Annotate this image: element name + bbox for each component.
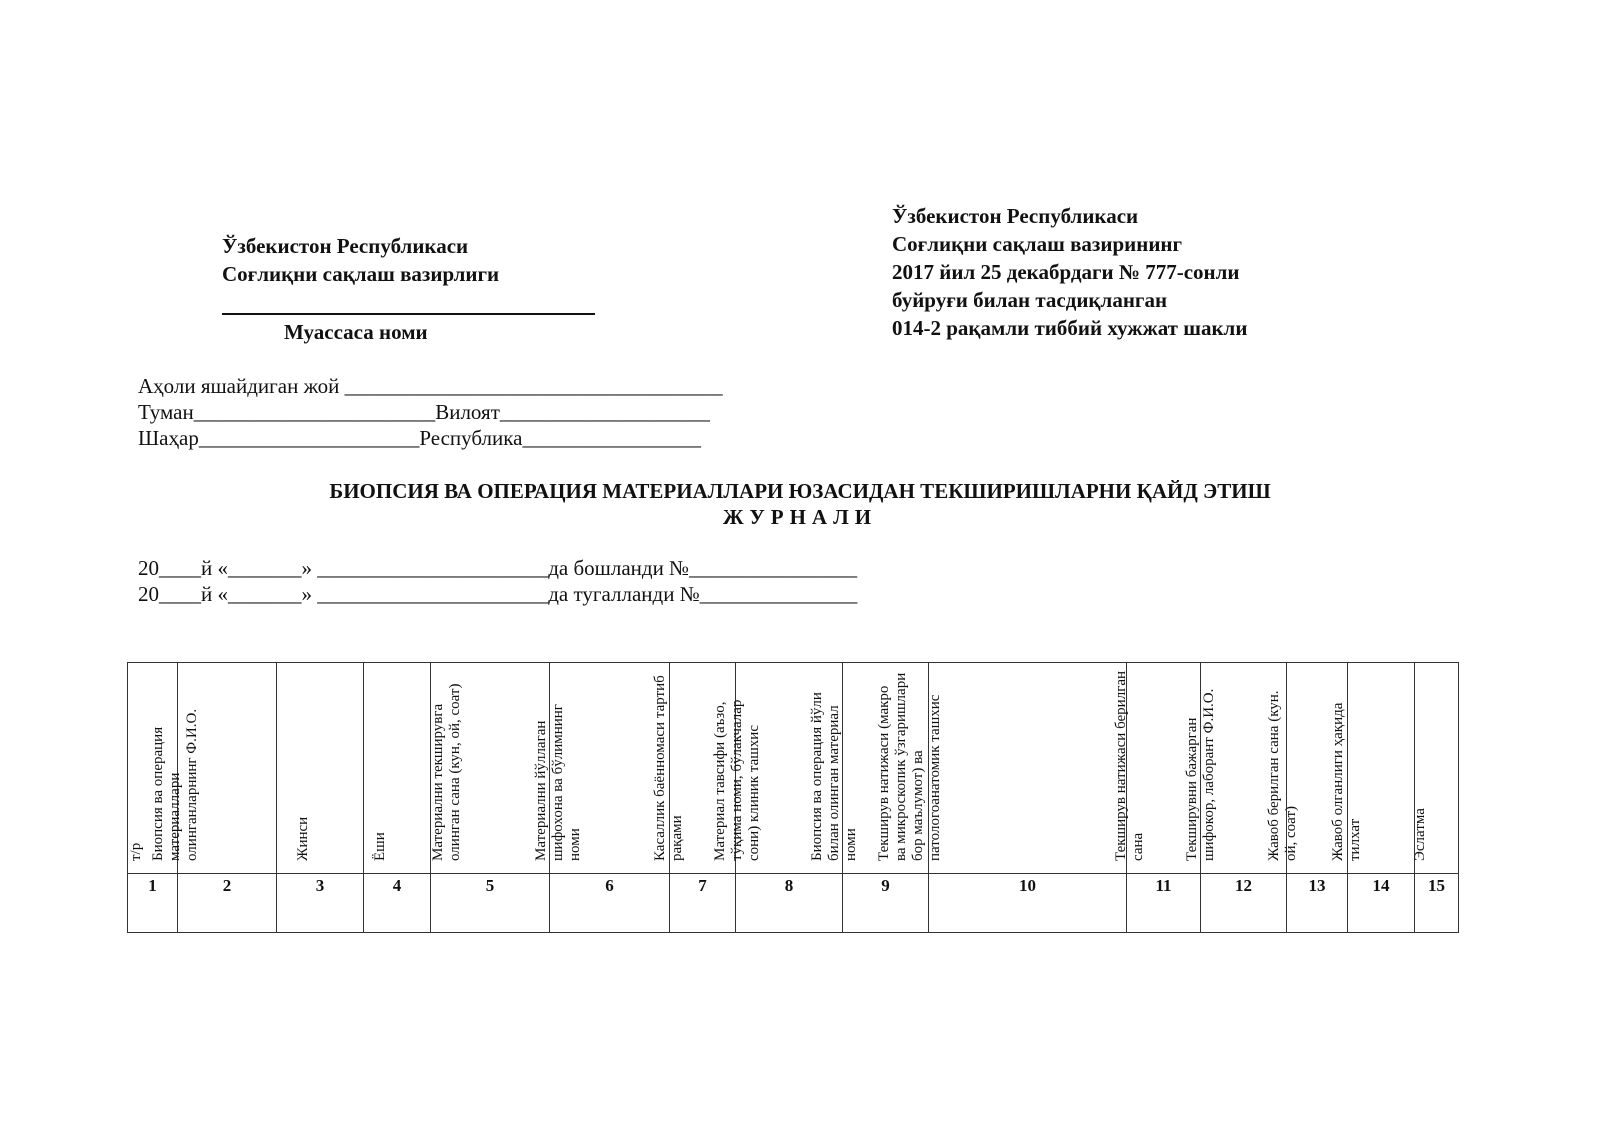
column-header-label: Эслатма bbox=[1411, 808, 1428, 861]
column-number[interactable]: 15 bbox=[1415, 874, 1459, 933]
institution-name-field[interactable] bbox=[222, 313, 595, 315]
approval-line-3: 2017 йил 25 декабрдаги № 777-сонли bbox=[892, 260, 1240, 284]
journal-table bbox=[127, 662, 1459, 933]
column-header-label: Биопсия ва операция материаллари олинганларнинг Ф.И.О. bbox=[150, 708, 200, 861]
column-header-label: Текширув натижаси (макро ва микроскопик ўзгаришлари бор маълумот) ва патологоанатомик ташхис bbox=[875, 672, 943, 861]
journal-title-line-1: БИОПСИЯ ВА ОПЕРАЦИЯ МАТЕРИАЛЛАРИ ЮЗАСИДАН ТЕКШИРИШЛАРНИ ҚАЙД ЭТИШ bbox=[329, 479, 1271, 503]
approval-line-2: Соғлиқни сақлаш вазирининг bbox=[892, 232, 1183, 256]
column-number[interactable]: 11 bbox=[1127, 874, 1201, 933]
header-cell bbox=[364, 663, 431, 874]
column-number[interactable]: 1 bbox=[128, 874, 178, 933]
institution-label: Муассаса номи bbox=[284, 320, 428, 344]
start-date-field[interactable]: 20____й «_______» ______________________да бошланди №________________ bbox=[138, 556, 858, 580]
column-header-label: Текширувни бажарган шифокор, лаборант Ф.И.О. bbox=[1183, 688, 1217, 861]
header-cell bbox=[150, 663, 277, 874]
table-number-row bbox=[128, 874, 1459, 933]
column-header-label: т/р bbox=[127, 842, 144, 861]
column-number[interactable]: 8 bbox=[736, 874, 843, 933]
column-number[interactable]: 4 bbox=[364, 874, 431, 933]
column-header-label: Материални йўллаган шифохона ва бўлимнинг номи bbox=[532, 704, 583, 861]
approval-line-1: Ўзбекистон Республикаси bbox=[892, 204, 1139, 228]
column-number[interactable]: 9 bbox=[843, 874, 929, 933]
table-header-row bbox=[128, 663, 1459, 874]
column-number[interactable]: 6 bbox=[550, 874, 670, 933]
end-date-field[interactable]: 20____й «_______» ______________________да тугалланди №_______________ bbox=[138, 582, 858, 606]
approval-line-4: буйруғи билан тасдиқланган bbox=[892, 288, 1168, 312]
column-header-label: Ёши bbox=[372, 832, 388, 861]
header-cell bbox=[875, 663, 1127, 874]
column-header-label: Материал тавсифи (аъзо, тўқима номи, бўлакчалар сони) клиник ташхис bbox=[712, 699, 762, 861]
column-number[interactable]: 12 bbox=[1201, 874, 1287, 933]
ministry-country: Ўзбекистон Республикаси bbox=[222, 234, 469, 258]
header-cell bbox=[277, 663, 364, 874]
column-header-label: Жавоб олганлиги ҳақида тилхат bbox=[1330, 702, 1363, 861]
column-number[interactable]: 13 bbox=[1287, 874, 1348, 933]
column-number[interactable]: 3 bbox=[277, 874, 364, 933]
column-header-label: Жинси bbox=[295, 816, 311, 861]
column-header-label: Жавоб берилган сана (кун. ой, соат) bbox=[1266, 690, 1299, 861]
column-number[interactable]: 14 bbox=[1348, 874, 1415, 933]
column-header-label: Текширув натижаси берилган сана bbox=[1112, 670, 1146, 861]
column-header-label: Материални текширувга олинган сана (кун, ой, соат) bbox=[430, 683, 463, 861]
approval-line-5: 014-2 рақамли тиббий хужжат шакли bbox=[892, 316, 1248, 340]
column-number[interactable]: 5 bbox=[431, 874, 550, 933]
column-header-label: Касаллик баённомаси тартиб рақами bbox=[651, 675, 685, 861]
column-number[interactable]: 10 bbox=[929, 874, 1127, 933]
journal-title bbox=[0, 478, 1600, 530]
city-republic-field[interactable]: Шаҳар_____________________Республика_________________ bbox=[138, 426, 701, 450]
header-cell bbox=[1330, 663, 1415, 874]
district-region-field[interactable]: Туман_______________________Вилоят____________________ bbox=[138, 400, 710, 424]
journal-title-line-2: ЖУРНАЛИ bbox=[722, 505, 878, 529]
column-number[interactable]: 2 bbox=[178, 874, 277, 933]
column-number[interactable]: 7 bbox=[670, 874, 736, 933]
column-header-label: Биопсия ва операция йўли билан олинган материал номи bbox=[808, 692, 859, 861]
ministry-header bbox=[222, 232, 499, 288]
ministry-name: Соғлиқни сақлаш вазирлиги bbox=[222, 262, 500, 286]
journal-dates bbox=[138, 555, 857, 607]
header-cell bbox=[1411, 663, 1459, 874]
address-block bbox=[138, 373, 723, 451]
header-cell bbox=[431, 663, 550, 874]
settlement-field[interactable]: Аҳоли яшайдиган жой ____________________________________ bbox=[138, 374, 723, 398]
approval-header bbox=[892, 202, 1247, 342]
